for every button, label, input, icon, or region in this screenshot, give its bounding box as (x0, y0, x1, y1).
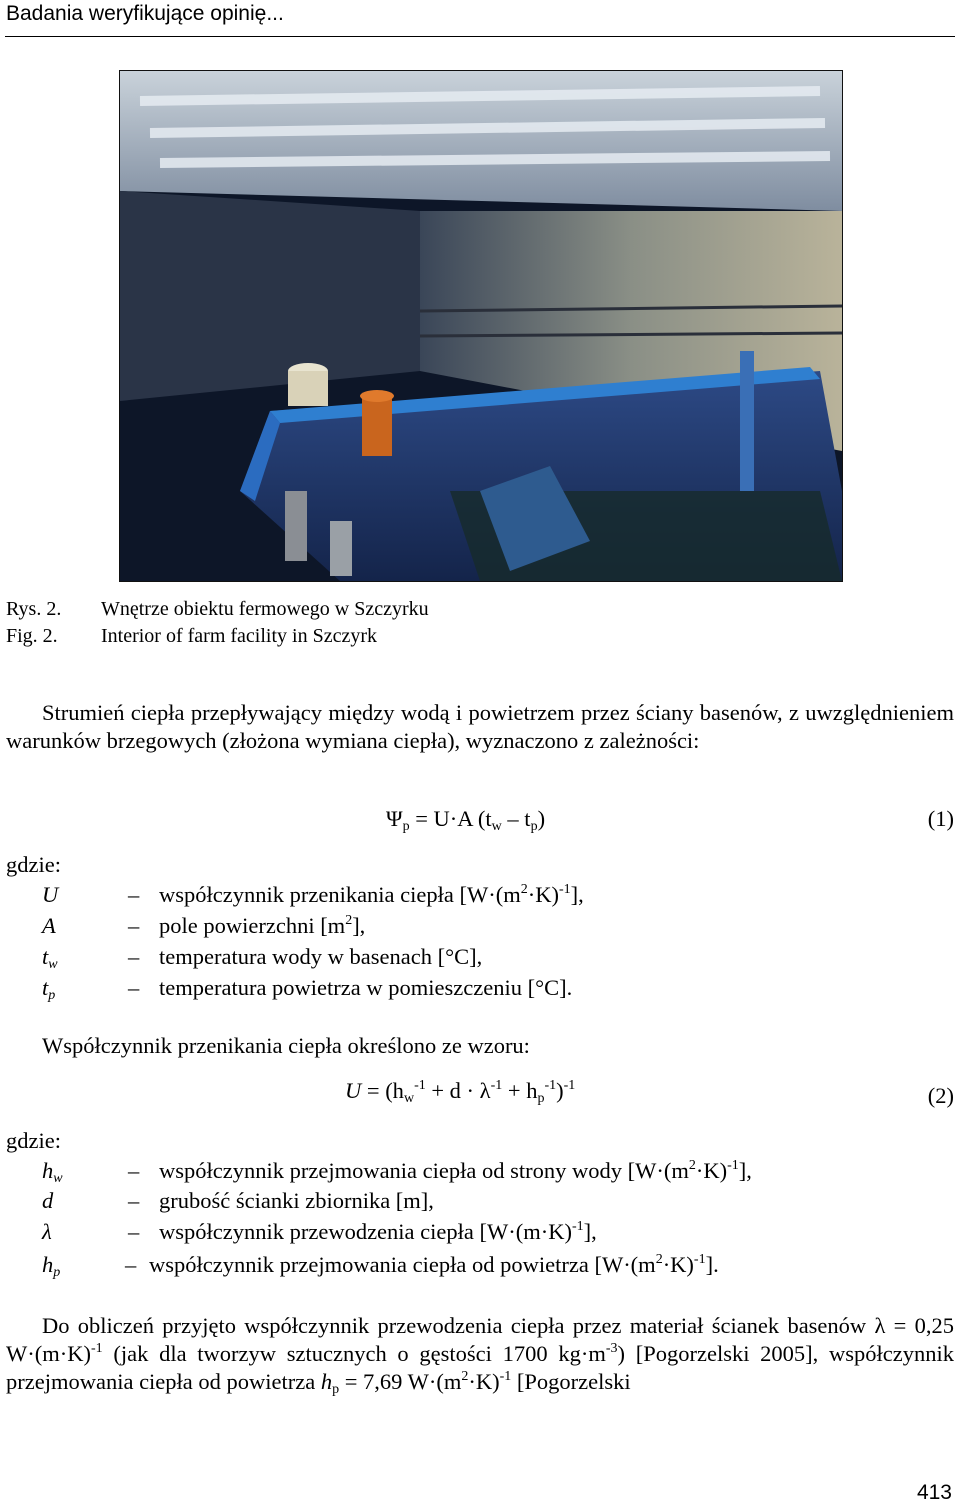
page-number: 413 (916, 1481, 952, 1504)
definition-row: $t_w$ – temperatura wody w basenach [°C], (42, 944, 483, 972)
figure-photo (119, 70, 843, 582)
where-label-2: gdzie: (6, 1128, 61, 1153)
figure-caption-en: Interior of farm facility in Szczyrk (101, 625, 377, 647)
equation-1: $\Psi_p = U\cdot A$ $(t_w - t_p)$ (386, 806, 546, 834)
figure-label-pl: Rys. 2. (6, 598, 62, 620)
paragraph-assumptions: Do obliczeń przyjęto współczynnik przewodzenia ciepła przez materiał ścianek basenów λ = 0,25 $W\cdot(m\cdot K)^{-1}$ (jak dla tworzyw sztucznych o gęstości 1700 $kg\cdot m^{-3}$) [Pogorzelski 2005], współczynnik przejmowania ciepła od powietrza $h_p = 7,69$ $W\cdot(m^2\cdot K)^{-1}$ [Pogorzelski (6, 1313, 954, 1397)
definition-row: d – grubość ścianki zbiornika [m], (42, 1188, 434, 1213)
paragraph-heat-flux: Strumień ciepła przepływający między wodą i powietrzem przez ściany basenów, z uwzględnieniem warunków brzegowych (złożona wymiana ciepła), wyznaczono z zależności: (6, 700, 954, 753)
figure-caption-pl: Wnętrze obiektu fermowego w Szczyrku (101, 598, 429, 620)
definition-row: $h_p$ – współczynnik przejmowania ciepła od powietrza $[W\cdot(m^2\cdot K)^{-1}]$. (42, 1252, 719, 1280)
where-label-1: gdzie: (6, 852, 61, 877)
running-header: Badania weryfikujące opinię... (6, 2, 284, 25)
equation-2-number: (2) (927, 1083, 954, 1108)
definition-row: A – pole powierzchni $[m^2]$, (42, 913, 366, 938)
equation-2: $U = (h_w^{-1} + d \cdot \lambda^{-1} + h_p^{-1})^{-1}$ (345, 1078, 576, 1106)
definition-row: λ – współczynnik przewodzenia ciepła $[W\cdot(m\cdot K)^{-1}]$, (42, 1219, 597, 1244)
header-rule (5, 36, 955, 37)
figure-label-en: Fig. 2. (6, 625, 58, 647)
paragraph-coefficient: Współczynnik przenikania ciepła określono ze wzoru: (42, 1033, 530, 1058)
equation-1-number: (1) (927, 806, 954, 831)
definition-row: $t_p$ – temperatura powietrza w pomieszczeniu [°C]. (42, 975, 573, 1003)
definition-row: $h_w$ – współczynnik przejmowania ciepła od strony wody $[W\cdot(m^2\cdot K)^{-1}]$, (42, 1158, 752, 1186)
definition-row: U – współczynnik przenikania ciepła $[W\cdot(m^2\cdot K)^{-1}]$, (42, 882, 584, 907)
